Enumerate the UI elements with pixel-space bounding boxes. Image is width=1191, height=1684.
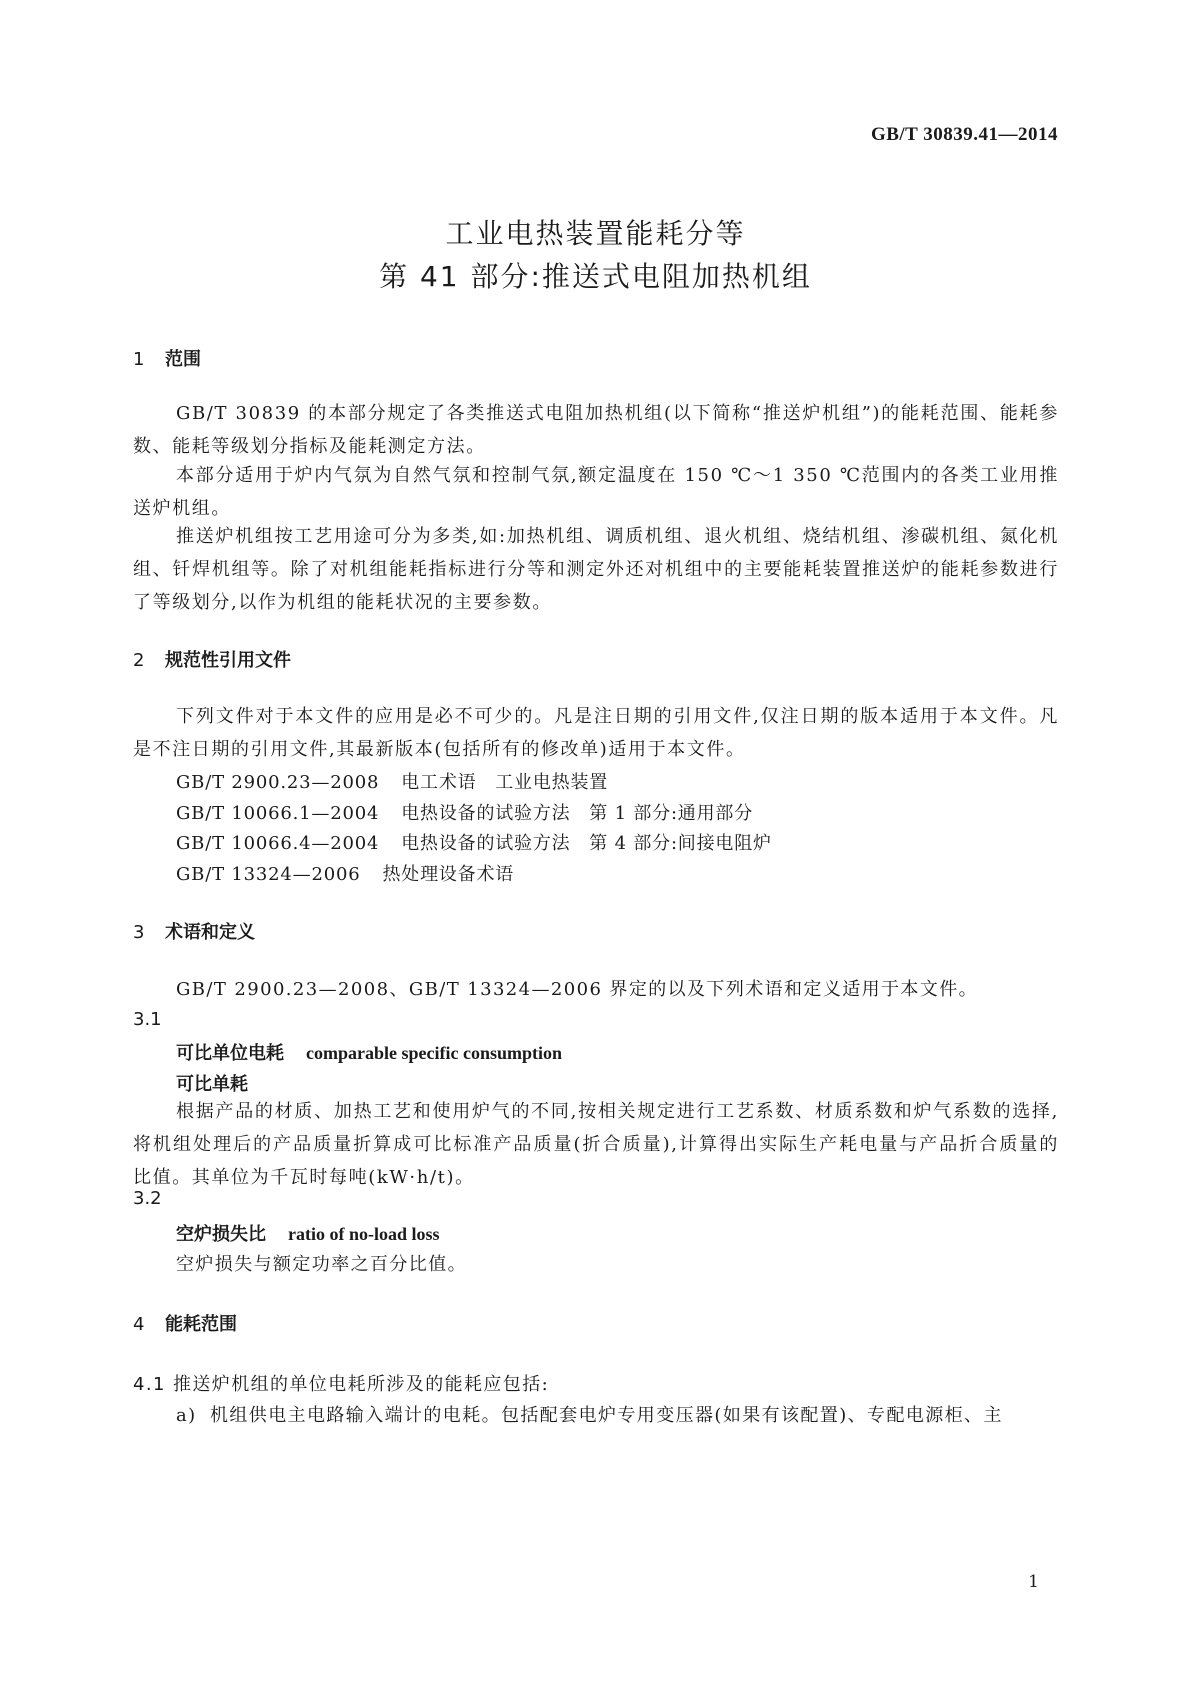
reference-title: 电热设备的试验方法 第 4 部分:间接电阻炉 [401, 833, 772, 854]
reference-title: 热处理设备术语 [382, 864, 515, 885]
section-title: 术语和定义 [165, 922, 255, 943]
reference-item [176, 799, 753, 825]
term-definition-text: 根据产品的材质、加热工艺和使用炉气的不同,按相关规定进行工艺系数、材质系数和炉气系数的选择,将机组处理后的产品质量折算成可比标准产品质量(折合质量),计算得出实际生产耗电量与产品折合质量的比值。其单位为千瓦时每吨(kW·h/t)。 [133, 1101, 1059, 1188]
standard-number: GB/T 30839.41—2014 [870, 124, 1058, 145]
term-definition [133, 1095, 1059, 1194]
section-title: 规范性引用文件 [165, 650, 291, 671]
section-heading-scope [133, 345, 201, 371]
term-heading [176, 1220, 440, 1246]
clause-text: 推送炉机组的单位电耗所涉及的能耗应包括: [173, 1374, 550, 1395]
clause-4-1 [133, 1370, 549, 1396]
reference-item [176, 768, 608, 794]
section-number: 1 [133, 349, 145, 370]
reference-item [176, 860, 514, 886]
scope-paragraph-2: 本部分适用于炉内气氛为自然气氛和控制气氛,额定温度在 150 ℃～1 350 ℃范围内的各类工业用推送炉机组。 [133, 465, 1059, 519]
section-number: 2 [133, 650, 145, 671]
section-heading-normative-references [133, 646, 291, 672]
reference-title: 电热设备的试验方法 第 1 部分:通用部分 [401, 803, 754, 824]
term-number: 3.2 [133, 1188, 162, 1209]
reference-code: GB/T 2900.23—2008 [176, 772, 380, 793]
terms-intro: GB/T 2900.23—2008、GB/T 13324—2006 界定的以及下列术语和定义适用于本文件。 [176, 979, 979, 1000]
list-label: a) [176, 1405, 197, 1426]
scope-paragraph-1: GB/T 30839 的本部分规定了各类推送式电阻加热机组(以下简称“推送炉机组”)的能耗范围、能耗参数、能耗等级划分指标及能耗测定方法。 [133, 403, 1059, 457]
term-heading [176, 1039, 562, 1065]
term-number: 3.1 [133, 1009, 162, 1030]
reference-title: 电工术语 工业电热装置 [401, 772, 609, 793]
term-en: ratio of no-load loss [288, 1224, 440, 1244]
term-zh: 空炉损失比 [176, 1224, 266, 1245]
document-title-line1: 工业电热装置能耗分等 [445, 217, 746, 250]
section-title: 能耗范围 [165, 1314, 237, 1335]
clause-number: 4.1 [133, 1374, 166, 1395]
reference-item [176, 829, 772, 855]
reference-code: GB/T 13324—2006 [176, 864, 361, 885]
references-intro: 下列文件对于本文件的应用是必不可少的。凡是注日期的引用文件,仅注日期的版本适用于本文件。凡是不注日期的引用文件,其最新版本(包括所有的修改单)适用于本文件。 [133, 706, 1059, 760]
section-number: 3 [133, 922, 145, 943]
term-zh: 可比单位电耗 [176, 1043, 284, 1064]
term-definition: 空炉损失与额定功率之百分比值。 [176, 1254, 467, 1275]
section-heading-terms [133, 918, 255, 944]
section-number: 4 [133, 1314, 145, 1335]
term-alternative: 可比单耗 [176, 1074, 248, 1095]
reference-code: GB/T 10066.4—2004 [176, 833, 380, 854]
document-title-line2: 第 41 部分:推送式电阻加热机组 [379, 260, 812, 293]
list-text: 机组供电主电路输入端计的电耗。包括配套电炉专用变压器(如果有该配置)、专配电源柜、主 [210, 1405, 1003, 1426]
page-number: 1 [1028, 1572, 1039, 1592]
section-title: 范围 [165, 349, 201, 370]
reference-code: GB/T 10066.1—2004 [176, 803, 380, 824]
term-en: comparable specific consumption [306, 1043, 562, 1063]
scope-paragraph-3: 推送炉机组按工艺用途可分为多类,如:加热机组、调质机组、退火机组、烧结机组、渗碳机组、氮化机组、钎焊机组等。除了对机组能耗指标进行分等和测定外还对机组中的主要能耗装置推送炉的能耗参数进行了等级划分,以作为机组的能耗状况的主要参数。 [133, 526, 1059, 613]
list-item-a [176, 1401, 1003, 1427]
section-heading-energy-scope [133, 1310, 237, 1336]
